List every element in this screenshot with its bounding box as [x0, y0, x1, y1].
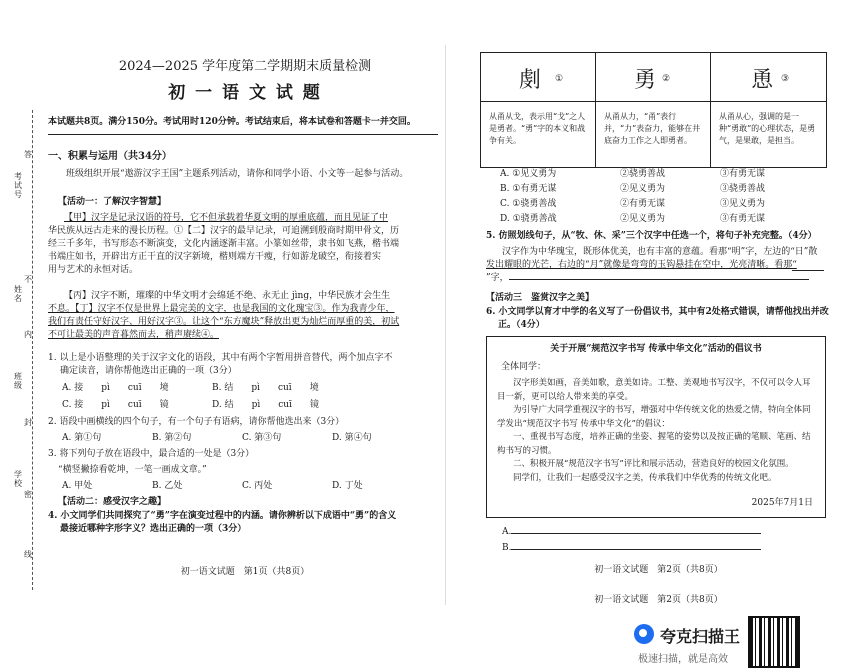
option: ③见义勇为 — [720, 199, 766, 209]
divider-line — [48, 134, 438, 135]
proposal-line: 同学们，让我们一起感受汉字之美，传承我们中华优秀的传统文化吧。 — [513, 472, 777, 483]
brand-logo-icon — [634, 624, 654, 644]
proposal-line: 为引导广大同学重视汉字的书写，增强对中华传统文化的热爱之情，特向全体同 — [513, 405, 811, 415]
gutter-label: 内 — [24, 330, 32, 339]
option[interactable]: B. 第②句 — [152, 433, 192, 443]
proposal-line: 一、重视书写态度，培养正确的坐姿、握笔的姿势以及按正确的笔顺、笔画、结 — [513, 432, 811, 442]
exam-title: 初 一 语 文 试 题 — [168, 83, 322, 103]
proposal-greeting: 全体同学： — [501, 362, 547, 372]
glyph-cell-2 — [596, 53, 711, 167]
question-3: 3. 将下列句子放在语段中，最合适的一处是（3分） — [48, 449, 255, 459]
q5-passage — [486, 246, 826, 285]
proposal-title: 关于开展“规范汉字书写 传承中华文化”活动的倡议书 — [550, 344, 762, 354]
option: ③有勇无谋 — [720, 169, 766, 179]
glyph-desc: 从甬从心，强调的是一种“勇敢”的心理状态，是勇气，是果敢，是担当。 — [719, 112, 816, 145]
option[interactable]: D. 结 pì cuī 镜 — [212, 400, 319, 410]
option[interactable]: A. 接 pì cuī 境 — [62, 383, 169, 393]
passage-line: 华民族从远古走来的漫长历程。①【二】汉字的最早记录，可追溯到殷商时期甲骨文，历 — [48, 226, 400, 236]
q2-options — [62, 432, 422, 445]
passage-line: 【丙】汉字不断，璀璨的中华文明才会绵延不绝、永无止 jìng，中华民族才会生生 — [64, 291, 391, 301]
gutter-label-name: 姓名 — [14, 285, 22, 303]
scanner-watermark — [634, 614, 860, 670]
glyph-label: ③ — [781, 74, 790, 84]
option: ②见义勇为 — [620, 214, 666, 224]
question-text: 确定读音，请你帮他选出正确的一项（3分） — [60, 366, 237, 376]
gutter-label: 答 — [24, 150, 32, 159]
gutter-label-exam-no: 考试号 — [14, 172, 22, 199]
exam-header: 2024—2025 学年度第二学期期末质量检测 — [118, 59, 372, 74]
glyph-desc: 从甬从力，“甬”表行并，“力”表奋力，能够在井底奋力工作之人即勇者。 — [604, 112, 701, 145]
option[interactable]: B. 乙处 — [152, 481, 183, 491]
question-text: 最接近哪种字形字义？选出正确的一项（3分） — [60, 524, 247, 534]
option[interactable]: C. 丙处 — [242, 481, 273, 491]
seal-glyph-icon: 勇 — [634, 68, 657, 93]
option[interactable]: B. 结 pì cuī 境 — [212, 383, 319, 393]
glyph-desc: 从甬从戈，表示用“戈”之人是勇者。“勇”字的本义和战争有关。 — [489, 112, 586, 145]
question-1 — [48, 352, 440, 378]
gutter-label-school: 学校 — [14, 470, 22, 488]
passage-line: ”字， — [486, 272, 826, 285]
proposal-box — [486, 336, 826, 518]
option[interactable]: C. 第③句 — [242, 433, 282, 443]
option: ②骁勇善战 — [620, 169, 666, 179]
question-5: 5. 仿照划线句子，从“牧、休、采”三个汉字中任选一个，将句子补充完整。（4分） — [486, 231, 817, 241]
gutter-label: 不 — [24, 275, 32, 284]
proposal-line: 二、积极开展“规范汉字书写”评比和展示活动，营造良好的校园文化氛围。 — [513, 459, 794, 469]
passage-line: 我们有责任守好汉字、用好汉字③。让这个“东方魔块”释放出更为灿烂而厚重的美，初试 — [48, 317, 400, 327]
passage-line: 【甲】汉字是记录汉语的符号，它不但承载着华夏文明的厚重底蕴，而且见证了中 — [64, 213, 389, 223]
page-footer-shadow: 初一语文试题 第2页（共8页） — [594, 595, 723, 605]
activity-heading: 【活动一：了解汉字智慧】 — [58, 197, 167, 207]
option[interactable]: A. ①见义勇为 — [500, 169, 557, 179]
page-divider — [445, 45, 446, 605]
q1-options — [62, 382, 362, 412]
activity-heading: 【活动三 鉴赏汉字之美】 — [486, 293, 595, 303]
passage-line: 不可让最美的声音暮然而去，稍声赓续④。 — [48, 330, 220, 340]
question-text: 正。（4分） — [498, 320, 545, 330]
answer-blank[interactable] — [792, 270, 824, 271]
option: ②有勇无谋 — [620, 199, 666, 209]
section-title: 一、积累与运用（共34分） — [48, 151, 172, 162]
question-6 — [486, 306, 831, 332]
answer-blank[interactable] — [511, 533, 761, 534]
option: ③骁勇善战 — [720, 184, 766, 194]
seal-glyph-icon: 恿 — [751, 68, 774, 93]
proposal-body — [497, 377, 817, 485]
option[interactable]: C. 接 pì cuī 镜 — [62, 400, 169, 410]
glyph-label: ① — [555, 74, 564, 84]
glyph-cell-1 — [481, 53, 596, 167]
option[interactable]: B. ①有勇无谋 — [500, 184, 557, 194]
answer-blank[interactable] — [509, 279, 809, 280]
passage-line: 经三千多年，书写形态不断演变，文化内涵逐渐丰富。小篆如丝带，隶书如飞燕，楷书端 — [48, 239, 400, 249]
question-text: 4. 小文同学们共同探究了“勇”字在演变过程中的内涵。请你辨析以下成语中“勇”的含义 — [48, 511, 397, 521]
page-footer: 初一语文试题 第2页（共8页） — [594, 565, 723, 575]
glyph-table — [480, 52, 827, 168]
answer-line-b: B. — [502, 542, 772, 555]
answer-line-a: A. — [502, 526, 772, 539]
brand-name: 夸克扫描王 — [660, 627, 741, 646]
passage-line: 发出耀眼的光芒，右边的“月”就像是弯弯的玉钩悬挂在空中，光亮清晰。看那“ — [486, 260, 797, 270]
answer-blank[interactable] — [511, 549, 761, 550]
activity-heading: 【活动二：感受汉字之趣】 — [58, 497, 167, 507]
question-text: 6. 小文同学以育才中学的名义写了一份倡议书，其中有2处格式错误，请帮他找出并改 — [486, 307, 829, 317]
glyph-cell-3 — [711, 53, 825, 167]
proposal-line: 学发出“规范汉字书写 传承中华文化”的倡议： — [497, 418, 670, 429]
question-2: 2. 语段中画横线的四个句子，有一个句子有语病，请你帮他选出来（3分） — [48, 417, 345, 427]
option[interactable]: A. 第①句 — [62, 433, 102, 443]
q4-options — [500, 168, 820, 226]
passage-line: 不息。【丁】汉字不仅是世界上最完美的文字，也是我国的文化瑰宝③。作为我青少年， — [48, 304, 395, 314]
passage-line: 用与艺术的永恒对话。 — [48, 265, 139, 275]
gutter-label-class: 班级 — [14, 372, 22, 390]
q3-quote: “横竖撇捺看乾坤，一笔一画成文章。” — [58, 465, 207, 475]
proposal-date: 2025年7月1日 — [751, 498, 813, 508]
option: ②见义勇为 — [620, 184, 666, 194]
option: ③有勇无谋 — [720, 214, 766, 224]
passage-bing — [48, 290, 440, 342]
question-4 — [48, 510, 443, 536]
qr-code-icon — [748, 616, 800, 668]
q3-options — [62, 480, 422, 493]
proposal-line: 汉字形美如画，音美如歌，意美如诗。工整、美观地书写汉字，不仅可以令人耳 — [513, 378, 811, 388]
option[interactable]: D. 第④句 — [332, 433, 372, 443]
passage-jia — [48, 212, 440, 277]
option[interactable]: D. 丁处 — [332, 481, 363, 491]
gutter-label: 密 — [24, 490, 32, 499]
proposal-line: 构书写的习惯。 — [497, 445, 557, 456]
option[interactable]: C. ①骁勇善战 — [500, 199, 557, 209]
question-text: 1. 以上是小语整理的关于汉字文化的语段，其中有两个字暂用拼音替代，两个加点字不 — [48, 353, 393, 363]
instructions: 本试题共8页。满分150分。考试用时120分钟。考试结束后，将本试卷和答题卡一并交回。 — [48, 117, 416, 127]
binding-gutter — [0, 110, 36, 590]
option[interactable]: D. ①骁勇善战 — [500, 214, 557, 224]
brand-slogan: 极速扫描，就是高效 — [638, 654, 728, 665]
option[interactable]: A. 甲处 — [62, 481, 93, 491]
gutter-label: 封 — [24, 418, 32, 427]
seal-glyph-icon: 㓺 — [519, 68, 542, 93]
glyph-label: ② — [662, 74, 671, 84]
proposal-line: 目一新，更可以给人带来美的享受。 — [497, 391, 634, 402]
passage-line: 书端庄如书，开辟出方正干直的汉字新境，楷则端方干瘦，行如游龙破空，衔接着实 — [48, 252, 382, 262]
passage-line: 汉字作为中华瑰宝，既形体优美，也有丰富的意蕴。看那“明”字，左边的“日”散 — [502, 247, 818, 257]
gutter-label: 线 — [24, 550, 32, 559]
intro-text: 班级组织开展“遨游汉字王国”主题系列活动，请你和同学小语、小文等一起参与活动。 — [66, 169, 409, 179]
page-footer: 初一语文试题 第1页（共8页） — [180, 567, 310, 577]
